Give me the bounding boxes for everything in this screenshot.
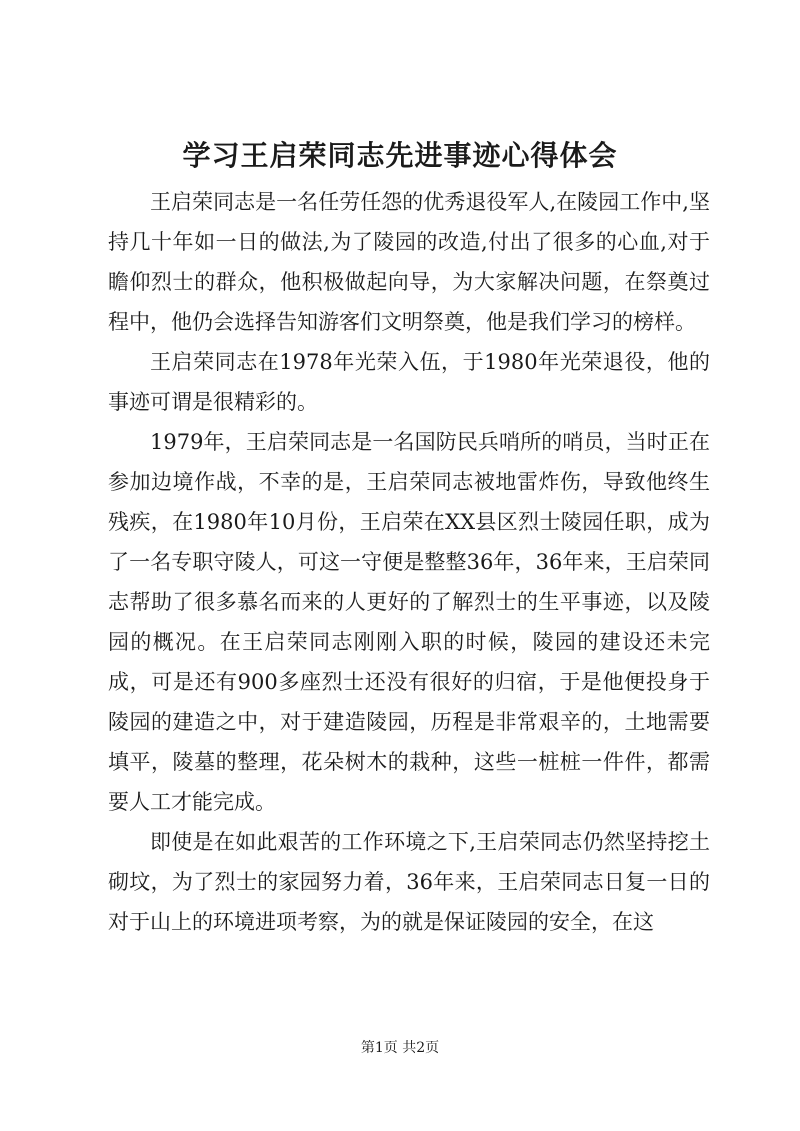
document-title: 学习王启荣同志先进事迹心得体会: [182, 139, 618, 172]
paragraph-1: 王启荣同志是一名任劳任怨的优秀退役军人,在陵园工作中,坚持几十年如一日的做法,为了陵园的改造,付出了很多的心血,对于瞻仰烈士的群众，他积极做起向导，为大家解决问题，在祭奠过程中，他仍会选择告知游客们文明祭奠，他是我们学习的榜样。: [108, 190, 710, 334]
paragraph-2: 王启荣同志在1978年光荣入伍，于1980年光荣退役，他的事迹可谓是很精彩的。: [108, 350, 710, 414]
document-body: [108, 182, 710, 942]
paragraph-4: 即使是在如此艰苦的工作环境之下,王启荣同志仍然坚持挖土砌坟，为了烈士的家园努力着，36年来，王启荣同志日复一日的对于山上的环境进项考察，为的就是保证陵园的安全，在这: [108, 830, 710, 934]
paragraph-3: 1979年，王启荣同志是一名国防民兵哨所的哨员，当时正在参加边境作战，不幸的是，王启荣同志被地雷炸伤，导致他终生残疾，在1980年10月份，王启荣在XX县区烈士陵园任职，成为了一名专职守陵人，可这一守便是整整36年，36年来，王启荣同志帮助了很多慕名而来的人更好的了解烈士的生平事迹，以及陵园的概况。在王启荣同志刚刚入职的时候，陵园的建设还未完成，可是还有900多座烈士还没有很好的归宿，于是他便投身于陵园的建造之中，对于建造陵园，历程是非常艰辛的，土地需要填平，陵墓的整理，花朵树木的栽种，这些一桩桩一件件，都需要人工才能完成。: [108, 430, 710, 814]
page-number-footer: 第1页 共2页: [360, 1040, 440, 1056]
